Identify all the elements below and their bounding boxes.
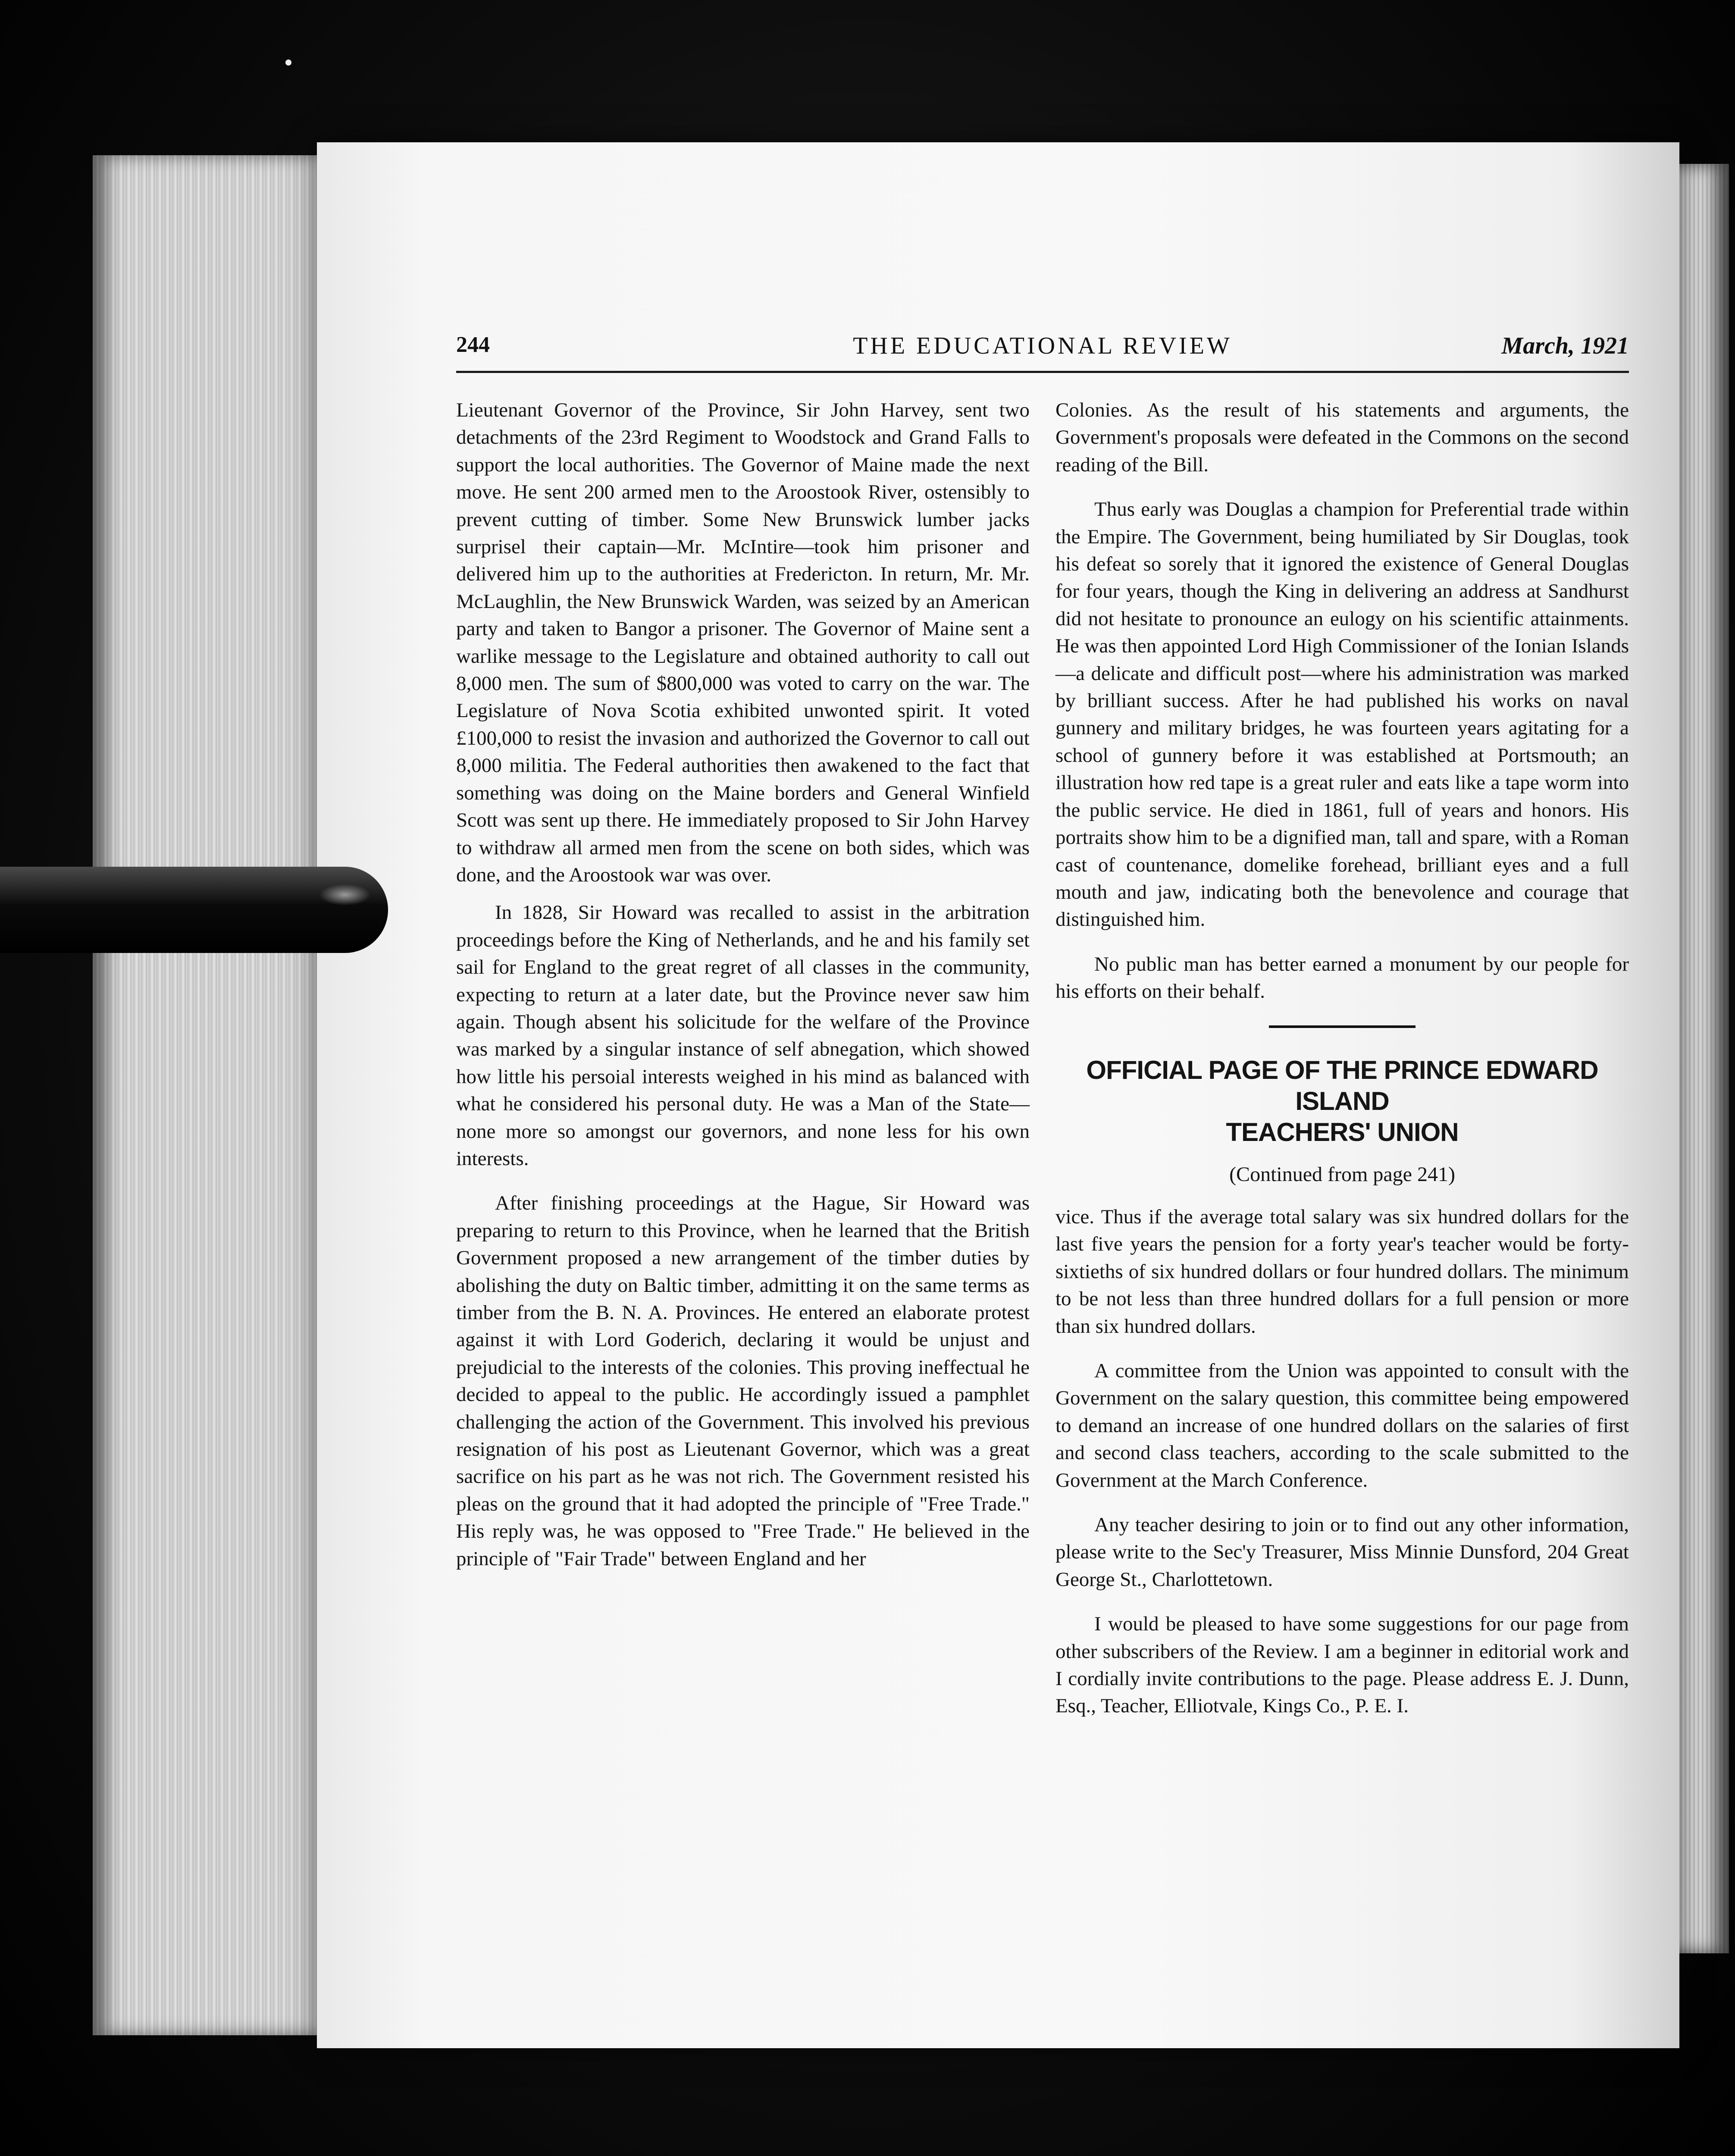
- section-title: [1055, 1055, 1629, 1148]
- section-title-line: OFFICIAL PAGE OF THE PRINCE EDWARD ISLAND: [1086, 1055, 1598, 1116]
- paragraph: No public man has better earned a monument by our people for his efforts on their behalf.: [1055, 953, 1629, 1003]
- holding-finger: [0, 867, 388, 953]
- paragraph: vice. Thus if the average total salary was six hundred dollars for the last five years the pension for a forty year's teacher would be forty-sixtieths of six hundred dollars or four hundred dollars. The minimum to be not less than three hundred dollars for a full pension or more than six hundred dollars.: [1055, 1205, 1629, 1338]
- paragraph: I would be pleased to have some suggestions for our page from other subscribers of the Review. I am a beginner in editorial work and I cordially invite contributions to the page. Please address E. J. Dunn, Esq., Teacher, Elliotvale, Kings Co., P. E. I.: [1055, 1613, 1629, 1717]
- right-page-edges: [1677, 164, 1729, 1953]
- journal-title: THE EDUCATIONAL REVIEW: [853, 332, 1232, 359]
- paragraph: Colonies. As the result of his statements and arguments, the Government's proposals were defeated in the Commons on the second reading of the Bill.: [1055, 399, 1629, 476]
- paragraph: A committee from the Union was appointed to consult with the Government on the salary question, this committee being empowered to demand an increase of one hundred dollars on the salaries of first and second class teachers, according to the scale submitted to the Government at the March Conference.: [1055, 1359, 1629, 1492]
- right-column: [1055, 397, 1629, 1737]
- paragraph: In 1828, Sir Howard was recalled to assist in the arbitration proceedings before the King of Netherlands, and he and his family set sail for England to the great regret of all classes in the community, expecting to return at a later date, but the Province never saw him again. Though absent his solicitude for the welfare of the Province was marked by a singular instance of self abnegation, which showed how little his persoial interests weighed in his mind as balanced with what he considered his personal duty. He was a Man of the State—none more so amongst our governors, and none less for his own interests.: [456, 901, 1030, 1170]
- paragraph: Thus early was Douglas a champion for Preferential trade within the Empire. The Government, being humiliated by Sir Douglas, took his defeat so sorely that it ignored the existence of General Douglas for four years, though the King in delivering an address at Sandhurst did not hesitate to pronounce an eulogy on his scientific attainments. He was then appointed Lord High Commissioner of the Ionian Islands—a delicate and difficult post—where his administration was marked by brilliant success. After he had published his works on naval gunnery and military bridges, he was fourteen years agitating for a school of gunnery before it was established at Portsmouth; an illustration how red tape is a great ruler and eats like a tape worm into the public service. He died in 1861, full of years and honors. His portraits show him to be a dignified man, tall and spare, with a Roman cast of countenance, domelike forehead, brilliant eyes and a full mouth and jaw, indicating both the benevolence and courage that distinguished him.: [1055, 498, 1629, 931]
- film-speck: [285, 60, 291, 66]
- paragraph: Any teacher desiring to join or to find out any other information, please write to the Sec'y Treasurer, Miss Minnie Dunsford, 204 Great George St., Charlottetown.: [1055, 1514, 1629, 1591]
- paragraph: After finishing proceedings at the Hague, Sir Howard was preparing to return to this Province, when he learned that the British Government proposed a new arrangement of the timber duties by abolishing the duty on Baltic timber, admitting it on the same terms as timber from the B. N. A. Provinces. He entered an elaborate protest against it with Lord Goderich, declaring it would be unjust and prejudicial to the interests of the colonies. This proving ineffectual he decided to appeal to the public. He accordingly issued a pamphlet challenging the action of the Government. This involved his previous resignation of his post as Lieutenant Governor, which was a great sacrifice on his part as he was not rich. The Government resisted his pleas on the ground that it had adopted the principle of "Free Trade." His reply was, he was opposed to "Free Trade." He believed in the principle of "Fair Trade" between England and her: [456, 1192, 1030, 1570]
- left-column: [456, 397, 1030, 1590]
- issue-date: March, 1921: [1501, 332, 1629, 359]
- section-title-line: TEACHERS' UNION: [1226, 1117, 1459, 1147]
- continued-note: (Continued from page 241): [1229, 1163, 1455, 1186]
- paragraph: Lieutenant Governor of the Province, Sir John Harvey, sent two detachments of the 23rd Regiment to Woodstock and Grand Falls to support the local authorities. The Governor of Maine made the next move. He sent 200 armed men to the Aroostook River, ostensibly to prevent cutting of timber. Some New Brunswick lumber jacks surprisel their captain—Mr. McIntire—took him prisoner and delivered him up to the authorities at Fredericton. In return, Mr. Mr. McLaughlin, the New Brunswick Warden, was seized by an American party and taken to Bangor a prisoner. The Governor of Maine sent a warlike message to the Legislature and obtained authority to call out 8,000 men. The sum of $800,000 was voted to carry on the war. The Legislature of Nova Scotia exhibited unwonted spirit. It voted £100,000 to resist the invasion and authorized the Governor to call out 8,000 militia. The Federal authorities then awakened to the fact that something was doing on the Maine borders and General Winfield Scott was sent up there. He immediately proposed to Sir John Harvey to withdraw all armed men from the scene on both sides, which was done, and the Aroostook war was over.: [456, 399, 1030, 886]
- running-header: [456, 332, 1629, 373]
- section-divider: [1269, 1025, 1416, 1028]
- left-page-edges: [93, 155, 317, 2035]
- page-number: 244: [456, 332, 490, 357]
